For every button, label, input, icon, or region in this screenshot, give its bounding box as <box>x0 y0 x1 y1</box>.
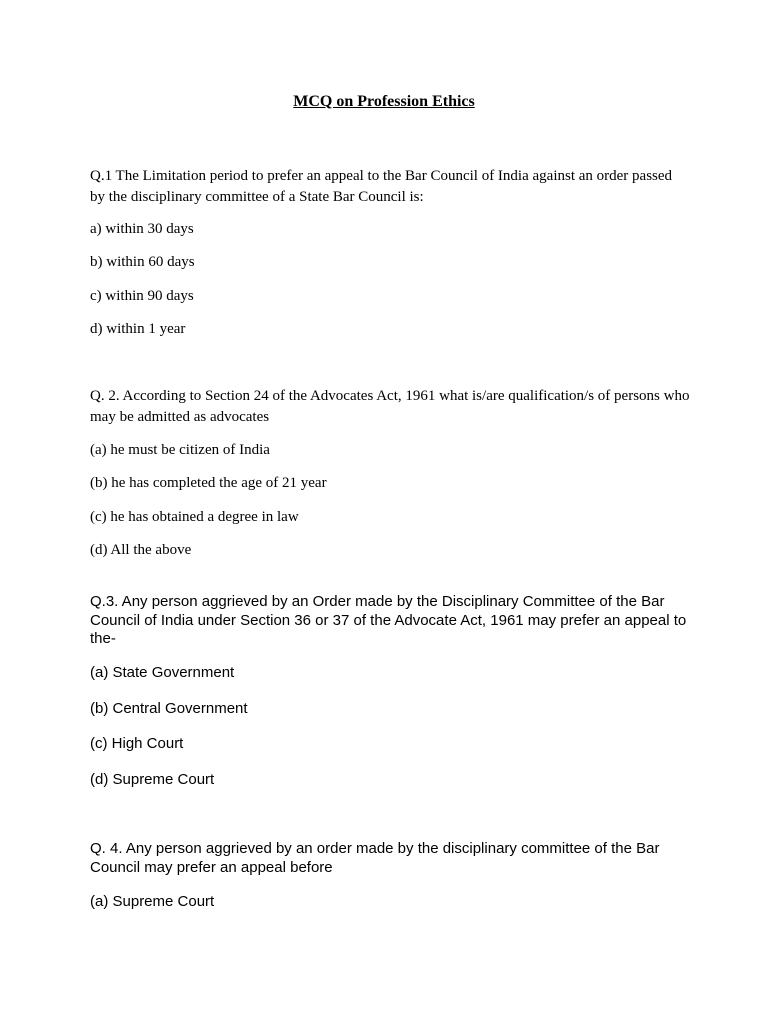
question-2-option-a: (a) he must be citizen of India <box>90 442 270 458</box>
document-title: MCQ on Profession Ethics <box>293 93 475 110</box>
question-1-option-c: c) within 90 days <box>90 288 194 304</box>
question-2-option-d: (d) All the above <box>90 542 192 558</box>
question-1-option-b: b) within 60 days <box>90 254 195 270</box>
question-3-option-b: (b) Central Government <box>90 700 248 717</box>
question-1-option-a: a) within 30 days <box>90 221 194 237</box>
question-2-text: Q. 2. According to Section 24 of the Advocates Act, 1961 what is/are qualification/s of persons who may be admitted as advocates <box>90 388 690 425</box>
question-3-text: Q.3. Any person aggrieved by an Order made by the Disciplinary Committee of the Bar Council of India under Section 36 or 37 of the Advocate Act, 1961 may prefer an appeal to the- <box>90 593 687 647</box>
question-3-option-c: (c) High Court <box>90 735 184 752</box>
question-4-text: Q. 4. Any person aggrieved by an order made by the disciplinary committee of the Bar Council may prefer an appeal before <box>90 840 660 876</box>
question-4-option-a: (a) Supreme Court <box>90 893 215 910</box>
question-3-option-d: (d) Supreme Court <box>90 771 215 788</box>
question-1-option-d: d) within 1 year <box>90 321 186 337</box>
question-1-text: Q.1 The Limitation period to prefer an appeal to the Bar Council of India against an order passed by the disciplinary committee of a State Bar Council is: <box>90 168 673 205</box>
question-3-option-a: (a) State Government <box>90 664 235 681</box>
question-2-option-b: (b) he has completed the age of 21 year <box>90 475 327 491</box>
question-2-option-c: (c) he has obtained a degree in law <box>90 509 299 525</box>
